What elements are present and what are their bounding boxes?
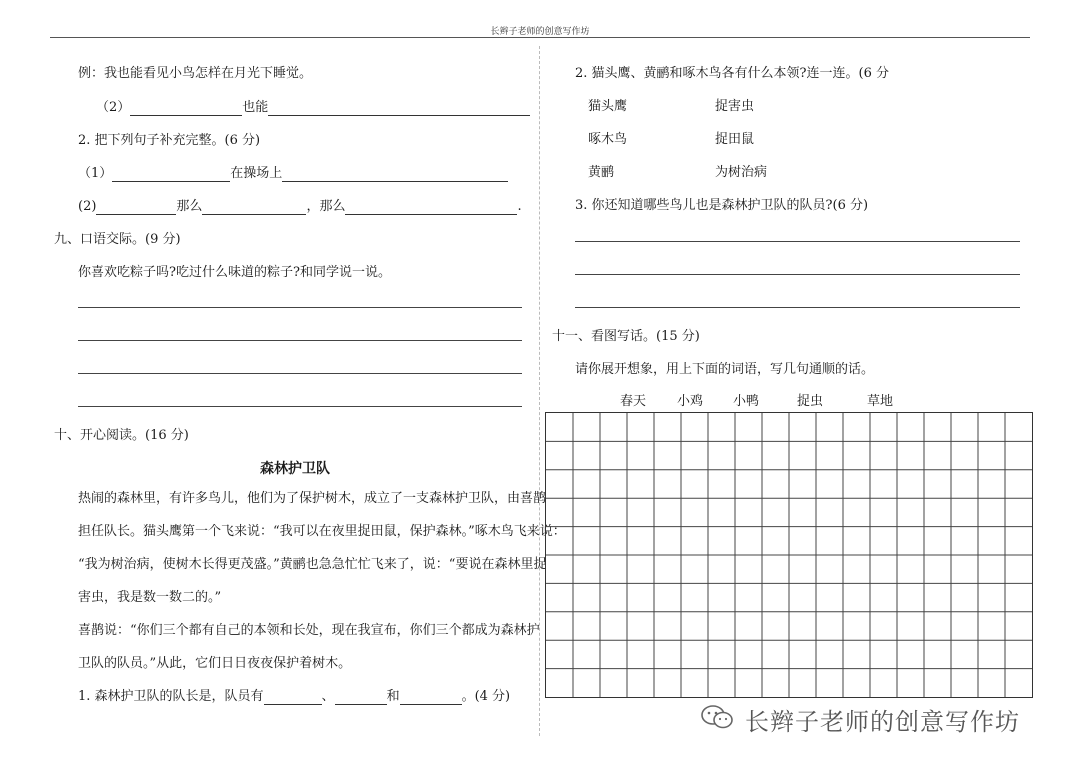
word-chick: 小鸡 (677, 394, 704, 409)
sentence-2-row (96, 100, 530, 116)
skill-catch-mice[interactable]: 捉田鼠 (715, 132, 755, 147)
blank-1[interactable] (130, 102, 242, 116)
blank-7[interactable] (345, 201, 517, 215)
q2b-end: ，那么 (306, 199, 346, 214)
blank-2[interactable] (268, 102, 530, 116)
q2b-dot: . (517, 199, 522, 214)
question-3-right: 3. 你还知道哪些鸟儿也是森林护卫队的队员?(6 分) (575, 198, 869, 213)
q10-1-sep2: 和 (386, 689, 400, 704)
passage-line-2: 担任队长。猫头鹰第一个飞来说：“我可以在夜里捉田鼠，保护森林。”啄木鸟飞来说： (78, 524, 566, 539)
question-2-right: 2. 猫头鹰、黄鹂和啄木鸟各有什么本领?连一连。(6 分 (575, 66, 889, 81)
passage-line-6: 卫队的队员。”从此，它们日日夜夜保护着树木。 (78, 656, 352, 671)
answer-line-3-3[interactable] (575, 307, 1020, 308)
bird-oriole[interactable]: 黄鹂 (588, 165, 615, 180)
q2a-number: （1） (78, 166, 113, 181)
wechat-icon (700, 704, 734, 730)
answer-line-3-1[interactable] (575, 241, 1020, 242)
q2b-mid: 那么 (176, 199, 203, 214)
blank-6[interactable] (202, 201, 306, 215)
page-header-title: 长辫子老师的创意写作坊 (490, 27, 590, 37)
word-grassland: 草地 (867, 394, 894, 409)
section-11-prompt: 请你展开想象，用上下面的词语，写几句通顺的话。 (575, 362, 875, 377)
bird-owl[interactable]: 猫头鹰 (588, 99, 628, 114)
q2b-row (78, 199, 522, 215)
blank-9[interactable] (335, 691, 387, 705)
skill-catch-pests[interactable]: 捉害虫 (715, 99, 755, 114)
writing-grid[interactable] (545, 412, 1033, 698)
answer-line-9-1[interactable] (78, 307, 522, 308)
passage-title: 森林护卫队 (260, 461, 330, 477)
skill-heal-trees[interactable]: 为树治病 (715, 165, 768, 180)
blank-10[interactable] (400, 691, 462, 705)
q10-1-end: 。(4 分) (461, 689, 511, 704)
section-9-heading: 九、口语交际。(9 分) (54, 232, 181, 247)
section-11-heading: 十一、看图写话。(15 分) (552, 329, 700, 344)
example-sentence: 例：我也能看见小鸟怎样在月光下睡觉。 (78, 66, 313, 81)
section-10-heading: 十、开心阅读。(16 分) (54, 428, 189, 443)
answer-line-9-2[interactable] (78, 340, 522, 341)
sentence-2-number: （2） (96, 100, 131, 115)
answer-line-9-4[interactable] (78, 406, 522, 407)
word-catch-bugs: 捉虫 (797, 394, 824, 409)
passage-line-5: 喜鹊说：“你们三个都有自己的本领和长处，现在我宣布，你们三个都成为森林护 (78, 623, 540, 638)
blank-8[interactable] (264, 691, 322, 705)
q10-1-sep1: 、 (321, 689, 335, 704)
bird-woodpecker[interactable]: 啄木鸟 (588, 132, 628, 147)
q2a-row (78, 166, 508, 182)
q2b-number: (2) (78, 199, 97, 214)
watermark-text: 长辫子老师的创意写作坊 (745, 708, 1020, 736)
section-9-prompt: 你喜欢吃粽子吗?吃过什么味道的粽子?和同学说一说。 (78, 265, 391, 280)
passage-line-1: 热闹的森林里，有许多鸟儿，他们为了保护树木，成立了一支森林护卫队，由喜鹊 (78, 491, 547, 506)
q10-1-text: 1. 森林护卫队的队长是，队员有 (78, 689, 264, 704)
question-10-1-row (78, 689, 510, 705)
q2a-text: 在操场上 (230, 166, 283, 181)
question-2-left: 2. 把下列句子补充完整。(6 分) (78, 133, 261, 148)
sentence-2-text: 也能 (242, 100, 269, 115)
header-rule (50, 37, 1030, 38)
blank-3[interactable] (112, 168, 230, 182)
passage-line-3: “我为树治病，使树木长得更茂盛。”黄鹂也急急忙忙飞来了，说：“要说在森林里捉 (78, 557, 547, 572)
word-spring: 春天 (620, 394, 647, 409)
word-duckling: 小鸭 (733, 394, 760, 409)
blank-5[interactable] (96, 201, 176, 215)
passage-line-4: 害虫，我是数一数二的。” (78, 590, 222, 605)
answer-line-3-2[interactable] (575, 274, 1020, 275)
answer-line-9-3[interactable] (78, 373, 522, 374)
blank-4[interactable] (282, 168, 508, 182)
